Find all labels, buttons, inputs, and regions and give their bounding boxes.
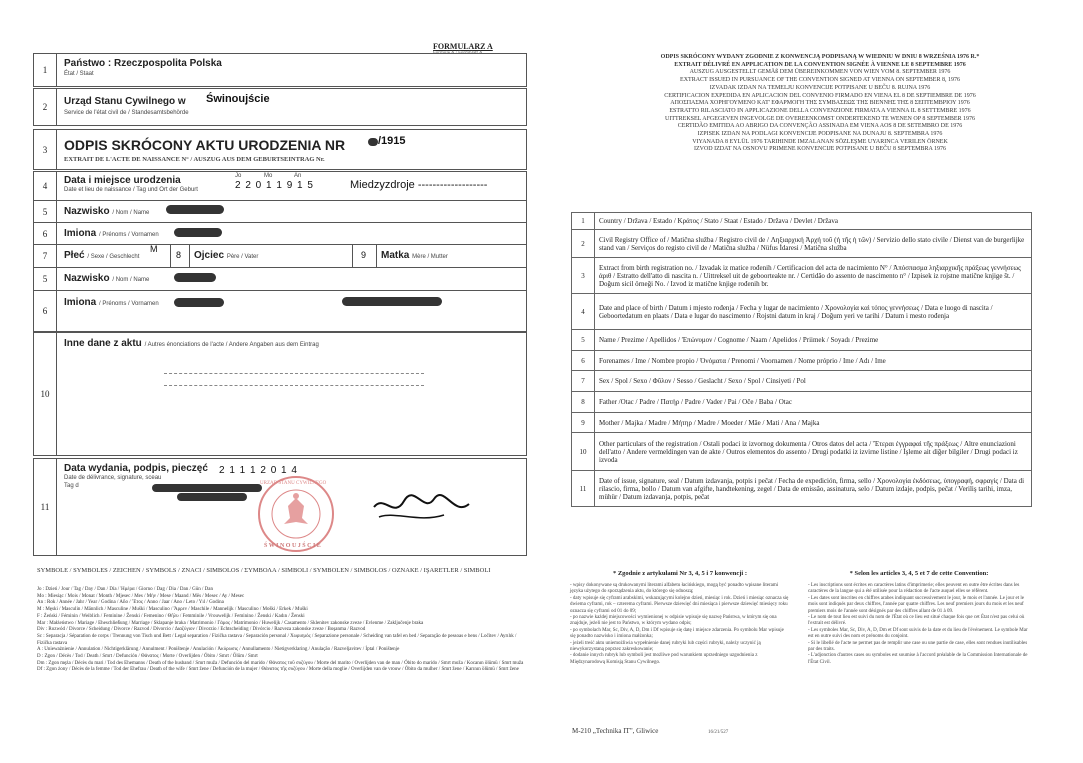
table-row [572, 433, 1032, 471]
forenames-sublabel: / Prénoms / Vornamen [99, 232, 159, 238]
field-surname [33, 200, 527, 223]
year-symbol: An [294, 173, 302, 179]
notes-polish [570, 570, 790, 666]
symbols-list [37, 587, 529, 674]
convention-line: IZPISEK IZDAN NA PODLAGI KONVENCIJE PODPISANE NA DUNAJU 8. SEPTEMBRA 1976 [697, 131, 943, 138]
convention-title-fr: EXTRAIT DÉLIVRÉ EN APPLICATION DE LA CONVENTION SIGNÉE À VIENNE LE 8 SEPTEMBRE 1976 [674, 61, 966, 68]
row-number: 2 [572, 230, 595, 258]
row-number: 7 [572, 371, 595, 392]
convention-line: ESTRATTO RILASCIATO IN APPLICAZIONE DELLA CONVENZIONE FIRMATA A VIENNA IL 8 SETTEMBRE 1976 [669, 107, 971, 114]
field-number: 1 [34, 54, 57, 86]
note-item: - Le nom de tout lieu est suivi du nom de l'État où ce lieu est situé chaque fois que cet État n'est pas celui où l'extrait est délivré. [808, 615, 1025, 627]
sex-label: Płeć [64, 250, 85, 261]
note-item: - po nazwie każdej miejscowości wymienionej w odpisie wpisuje się nazwę Państwa, w którym się ona znajduje, jeżeli nie jest to Państwo, w którym wydano odpis; [570, 615, 777, 627]
field-number: 4 [34, 172, 57, 200]
redaction [174, 273, 216, 282]
table-row [572, 371, 1032, 392]
field-parents-surname [33, 267, 527, 291]
table-row [572, 258, 1032, 294]
row-text: Civil Registry Office of / Matična služba / Registro civil de / Ληξιαρχική Ἀρχή τοῦ (ἡ τῆς ἡ τῶν) / Servizio dello stato civile / Dienst van de burgerlijke stand van / Serviços do registo civil de / Matična služba / Nüfus İdaresi / Matična služba [595, 230, 1032, 258]
row-text: Forenames / Ime / Nombre propio / Ὀνόματα / Prenomi / Voornamen / Nome próprio / Ime / Adı / Ime [595, 351, 1032, 371]
convention-title-pl: ODPIS SKRÓCONY WYDANY ZGODNIE Z KONWENCJĄ PODPISANĄ W WIEDNIU W DNIU 8 WRZEŚNIA 1976 R.* [660, 54, 980, 60]
symbol-line: Sc : Separacja / Séparation de corps / Trennung von Tisch und Bett / Legal separation / Fizička rastava / Separación personal / Χωρισμός / Separazione personale / Scheiding van tafel en bed / Separação de pessoas e bens / Ločitev / Ayrılık / Fizička rastava [37, 633, 517, 646]
sex-value: M [150, 244, 158, 254]
convention-line: ΑΠΟΣΠΑΣΜΑ ΧΟΡΗΓΟΥΜΕΝΟ ΚΑΤ' ΕΦΑΡΜΟΓΗ ΤΗΣ ΣΥΜΒΑΣΕΩΣ ΤΗΣ ΒΙΕΝΝΗΣ ΤΗΣ 8 ΣΕΠΤΕΜΒΡΙΟΥ 1976 [670, 100, 970, 107]
mother-label: Matka [381, 250, 410, 261]
official-seal [256, 474, 336, 554]
redaction [177, 493, 247, 501]
formular-label: FORMULARZ A [433, 42, 493, 51]
notes-polish-heading: * Zgodnie z artykułami Nr 3, 4, 5 i 7 konwencji : [612, 570, 748, 577]
symbol-line: M : Męski / Masculin / Männlich / Masculine / Muški / Masculino / Ἄρρεν / Maschile / Mannelijk / Masculino / Moški / Erkek / Muški [37, 607, 308, 613]
table-row [572, 392, 1032, 413]
row-number: 4 [572, 294, 595, 330]
symbols-heading: SYMBOLE / SYMBOLES / ZEICHEN / SYMBOLS / ZNACI / SIMBOLOS / ΣΥΜΒΟΛΑ / SIMBOLI / SYMBOLEN / SIMBOLOS / OZNAKE / IŞARETLER / SIMBOLI [37, 567, 491, 574]
notes-french [808, 570, 1030, 666]
table-row [572, 351, 1032, 371]
symbol-line: Div : Rozwód / Divorce / Scheidung / Divorce / Razvod / Divorcio / Διαζύγιον / Divorzio / Echtscheiding / Divórcio / Razveza zakonske zveze / Boşanma / Razvod [37, 627, 366, 633]
sex-sublabel: / Sexe / Geschlecht [87, 254, 140, 260]
table-row [572, 471, 1032, 507]
redaction [174, 228, 222, 237]
note-item: - jeżeli treść aktu uniemożliwia wypełnienie danej rubryki lub części rubryki, należy uczynić ją niewykorzystaną poprzez zakreskowanie; [570, 640, 761, 653]
father-label: Ojciec [194, 250, 225, 261]
day-symbol: Jo [235, 173, 242, 179]
convention-line: CERTIFICACION EXPEDIDA EN APLICACION DEL CONVENIO FIRMADO EN VIENA EL 8 DE SEPTIEMBRE DE 1976 [664, 92, 976, 99]
note-item: - po symbolach Mar, Sc, Div, A, D, Dm i Df wpisuje się datę i miejsce zdarzenia. Po symbolu Mar wpisuje się ponadto nazwisko i imiona małżonka; [570, 627, 784, 640]
note-item: - Les symboles Mar, Sc, Div, A, D, Dm et Df sont suivis de la date et du lieu de l'événement. Le symbole Mar est en outre suivi des nom et prénoms du conjoint. [808, 627, 1028, 640]
surname-sublabel: / Nom / Name [112, 210, 150, 216]
convention-line: UITTREKSEL AFGEGEVEN INGEVOLGE DE OVEREENKOMST ONDERTEKEND TE WENEN OP 8 SEPTEMBER 1976 [664, 115, 975, 122]
convention-header [600, 54, 1040, 154]
dashed-line [164, 385, 424, 386]
row-number: 1 [572, 213, 595, 230]
printer-imprint: M-210 „Technika IT", Gliwice [572, 727, 659, 735]
field-number: 3 [34, 130, 57, 169]
dashed-line [164, 373, 424, 374]
issue-sublabel-2: Tag d [64, 483, 79, 489]
issue-sublabel: Date de délivrance, signature, sceau [64, 475, 162, 481]
field-state [33, 53, 527, 87]
registry-office-value: Świnoujście [206, 93, 270, 105]
field-number: 9 [361, 250, 367, 260]
note-item: - daty wpisuje się cyframi arabskimi, wskazującymi kolejno dzień, miesiąc i rok. Dzień i miesiąc oznacza się dwiema cyframi, rok – czterema cyframi. Pierwsze dziewięć dni miesiąca i pierwsze dziewięć miesięcy roku oznacza się cyframi od 01 do 09; [570, 595, 789, 614]
symbol-line: Dm : Zgon męża / Décès du mari / Tod des Ehemanns / Death of the husband / Smrt muža / Defunción del marido / Θάνατος τοῦ συζύγου / Morte del marito / Overlijden van de man / Óbito do marido / Smrt moža / Kocanın ölümü / Smrt muža [37, 660, 524, 666]
issue-label: Data wydania, podpis, pieczęć [64, 463, 208, 474]
row-number: 8 [572, 392, 595, 413]
state-label: Państwo : [64, 58, 112, 69]
row-text: Mother / Majka / Madre / Μήτηρ / Madre / Moeder / Mãe / Mati / Ana / Majka [595, 413, 1032, 433]
issue-date-value: 2 1 1 1 2 0 1 4 [219, 465, 298, 476]
symbol-line: A : Unieważnienie / Annulation / Nichtigerklärung / Annulment / Poništenje / Anulación / Ἀκύρωσις / Annullamento / Nietigverklaring / Anulação / Razveljavitev / İptal / Poništenje [37, 647, 400, 653]
note-item: - Si le libellé de l'acte ne permet pas de remplir une case ou une partie de case, elles sont rendues inutilisables par des traits. [808, 640, 1028, 653]
state-value: Rzeczpospolita Polska [114, 58, 222, 69]
stamp-city: Ś W I N O U J Ś C I E [264, 543, 321, 549]
row-number: 6 [572, 351, 595, 371]
field-birth-date-place [33, 171, 527, 201]
father-sublabel: Père / Vater [226, 254, 259, 260]
convention-line: CERTIDÃO EMITIDA AO ABRIGO DA CONVENÇÃO ASSINADA EM VIENA AOS 8 DE SETEMBRO DE 1976 [677, 123, 963, 130]
convention-line: EXTRACT ISSUED IN PURSUANCE OF THE CONVENTION SIGNED AT VIENNA ON SEPTEMBER 8, 1976 [680, 77, 960, 84]
field-extract-number [33, 129, 527, 170]
surname-sublabel: / Nom / Name [112, 277, 150, 283]
note-item: - L'adjonction d'autres cases ou symboles est soumise à l'accord préalable de la Commission Internationale de l'État Civil. [808, 653, 1028, 665]
stamp-text: URZĄD STANU CYWILNEGO [260, 481, 327, 486]
symbol-line: Df : Zgon żony / Décès de la femme / Tod der Ehefrau / Death of the wife / Smrt žene / Defunción de la mujer / Θάνατος τῆς συζύγου / Morte della moglie / Overlijden van de vrouw / Óbito da mulher / Smrt žene / Karının ölümü / Smrt žene [37, 667, 519, 673]
row-text: Father /Otac / Padre / Πατήρ / Padre / Vader / Pai / Oče / Baba / Otac [595, 392, 1032, 413]
forenames-sublabel: / Prénoms / Vornamen [99, 301, 159, 307]
other-particulars-label: Inne dane z aktu [64, 338, 142, 349]
row-text: Date of issue, signature, seal / Datum izdavanja, potpis i pečat / Fecha de expedición, firma, sello / Χρονολογία ἐκδόσεως, ὑπογραφή, σφραγίς / Data di rilascio, firma, bollo / Datum van afgifte, handtekening, zegel / Data de emissão, assinatura, selo / Datum izdaje, podpis, pečat / Veriliş tarihi, imza, mühür / Datum izdavanja, potpis, pečat [595, 471, 1032, 507]
redaction [342, 297, 442, 306]
table-row [572, 294, 1032, 330]
registry-office-sublabel: Service de l'état civil de / Standesamtsbehörde [64, 110, 189, 116]
field-number: 11 [34, 459, 57, 555]
row-number: 3 [572, 258, 595, 294]
row-number: 5 [572, 330, 595, 351]
redaction [368, 138, 378, 146]
table-row [572, 330, 1032, 351]
symbol-line: An : Rok / Année / Jahr / Year / Godina / Año / Ἔτος / Anno / Jaar / Ano / Leto / Yıl / Godina [37, 600, 224, 606]
convention-line: AUSZUG AUSGESTELLT GEMÄß DEM ÜBEREINKOMMEN VON WIEN VOM 8. SEPTEMBER 1976 [689, 69, 951, 76]
row-text: Country / Država / Estado / Κράτος / Stato / Staat / Estado / Država / Devlet / Država [595, 213, 1032, 230]
symbol-line: Mo : Miesiąc / Mois / Monat / Month / Mjesec / Mes / Μήν / Mese / Maand / Mês / Mesec / Ay / Mesec [37, 593, 245, 599]
row-text: Sex / Spol / Sexo / Φῦλον / Sesso / Geslacht / Sexo / Spol / Cinsiyeti / Pol [595, 371, 1032, 392]
field-number: 6 [34, 223, 57, 244]
field-forenames [33, 222, 527, 245]
extract-number-value: /1915 [378, 135, 406, 147]
birth-label: Data i miejsce urodzenia [64, 175, 181, 186]
other-particulars-sublabel: / Autres énonciations de l'acte / Andere Angaben aus dem Eintrag [144, 342, 319, 348]
row-number: 10 [572, 433, 595, 471]
registry-office-label: Urząd Stanu Cywilnego w [64, 96, 186, 107]
surname-label: Nazwisko [64, 273, 110, 284]
field-number: 6 [34, 291, 57, 331]
field-number: 5 [34, 268, 57, 290]
field-parents-forenames [33, 290, 527, 332]
note-item: - dodanie innych rubryk lub symboli jest możliwe pod warunkiem uprzedniego uzgodnienia z Międzynarodową Komisją Stanu Cywilnego. [570, 653, 758, 665]
convention-line: IZVADAK IZDAN NA TEMELJU KONVENCIJE POTPISANE U BEČU 8. RUJNA 1976 [709, 84, 931, 91]
redaction [174, 298, 224, 307]
field-other-particulars [33, 332, 527, 456]
row-text: Other particulars of the registration / Ostali podaci iz izvornog dokumenta / Otros datos del acta / Ἕτεραι ἐγγραφαὶ τῆς πράξεως / Altre enunciazioni dell'atto / Andere vermeldingen van de akte / Outros elementos do assento / Drugi podatki iz izvirne listine / İşleme ait diğer bilgiler / Drugi podaci iz izvoda [595, 433, 1032, 471]
symbol-line: Mar : Małżeństwo / Mariage / Eheschließung / Marriage / Sklapanje braka / Matrimonio / Γάμος / Matrimonio / Huwelijk / Casamento / Sklenitev zakonske zveze / Evlenme / Zaključenje braka [37, 620, 424, 626]
row-number: 9 [572, 413, 595, 433]
symbol-line: F : Żeński / Féminin / Weiblich / Feminine / Ženski / Femenino / Θῆλυ / Femminile / Vrouwelijk / Feminino / Ženski / Kadın / Ženski [37, 613, 305, 619]
month-symbol: Mo [264, 173, 273, 179]
field-number: 2 [34, 89, 57, 125]
note-item: - Les inscriptions sont écrites en caractères latins d'imprimerie; elles peuvent en outre être écrites dans les caractères de la langue qui a été utilisée pour la rédaction de l'acte auquel elles se réfèrent. [808, 583, 1020, 595]
field-registry-office [33, 88, 527, 126]
forenames-label: Imiona [64, 228, 97, 239]
birth-sublabel: Date et lieu de naissance / Tag und Ort der Geburt [64, 187, 198, 193]
table-row [572, 413, 1032, 433]
extract-number-sublabel: EXTRAIT DE L'ACTE DE NAISSANCE N° / AUSZUG AUS DEM GEBURTSEINTRAG Nr. [64, 156, 325, 163]
note-item: - Les dates sont inscrites en chiffres arabes indiquant successivement le jour, le mois et l'année. Le jour et le mois sont indiqués par deux chiffres, l'année par quatre chiffres. Les neuf premiers jours du mois et les neuf premiers mois de l'année sont désignés par des chiffres allant de 01 à 09. [808, 595, 1024, 614]
row-text: Extract from birth registration no. / Izvadak iz matice rođenih / Certificacion del acta de nacimiento N° / Ἀπόσπασμα ληξιαρχικῆς πράξεως γεννήσεως ἀριθ / Estratto dell'atto di nascita n. / Uittreksel uit de geboorteakte nr. / Certidão do assento de nascimento n° / Izpisek iz rojstne matične knjige št. / Doğum sicil örneği No. / Izvod iz matične knjige rođenih br. [595, 258, 1032, 294]
birth-place-value: Miedzyzdroje ------------------- [350, 179, 488, 191]
field-number: 8 [176, 250, 182, 260]
document-title: ODPIS SKRÓCONY AKTU URODZENIA NR [64, 137, 346, 153]
convention-line: IZVOD IZDAT NA OSNOVU PRIMENE KONVENCIJE POTPISANE U BEČU 8 SEPTEMBRA 1976 [693, 146, 947, 153]
row-text: Date and place of birth / Datum i mjesto rođenja / Fecha y lugar de nacimiento / Χρονολογία καὶ τόπος γεννήσεως / Data e luogo di nascita / Geboortedatum en plaats / Data e lugar do nascimento / Rojstni datum in kraj / Doğum yeri ve tarihi / Datum i mesto rođenja [595, 294, 1032, 330]
field-number: 7 [34, 245, 57, 267]
forenames-label: Imiona [64, 297, 97, 308]
legend-table [571, 212, 1032, 507]
convention-line: VIYANADA 8 EYLÜL 1976 TARIHINDE IMZALANAN SÖZLEŞME UYARINCA VERILEN ÖRNEK [692, 138, 948, 145]
surname-label: Nazwisko [64, 206, 110, 217]
signature [369, 489, 479, 529]
field-number: 10 [34, 333, 57, 455]
mother-sublabel: Mère / Mutter [412, 254, 448, 260]
field-sex-father-mother [33, 244, 527, 268]
redaction [166, 205, 224, 214]
table-row [572, 213, 1032, 230]
field-issue-date-signature [33, 458, 527, 556]
birth-date-value: 2 2 0 1 1 9 1 5 [235, 180, 314, 191]
redaction [152, 484, 262, 492]
field-number: 5 [34, 201, 57, 222]
row-text: Name / Prezime / Apellidos / Ἐπώνυμον / Cognome / Naam / Apelidos / Priimek / Soyadı / Prezime [595, 330, 1032, 351]
state-sublabel: État / Staat [64, 71, 94, 77]
row-number: 11 [572, 471, 595, 507]
table-row [572, 230, 1032, 258]
notes-french-heading: * Selon les articles 3, 4, 5 et 7 de cette Convention: [849, 570, 989, 577]
note-item: - wpisy dokonywane są drukowanymi literami alfabetu łacińskiego, mogą być ponadto wpisane literami języka użytego do sporządzenia aktu, do którego się odnoszą; [570, 583, 779, 595]
symbol-line: Jo : Dzień / Jour / Tag / Day / Dan / Día / Ἡμέρα / Giorno / Dag / Dia / Dan / Gün / Dan [37, 587, 213, 592]
symbol-line: D : Zgon / Décès / Tod / Death / Smrt / Defunción / Θάνατος / Morte / Overlijden / Óbito / Smrt / Ölüm / Smrt [37, 654, 258, 660]
form-code: 16/21/527 [708, 730, 729, 735]
